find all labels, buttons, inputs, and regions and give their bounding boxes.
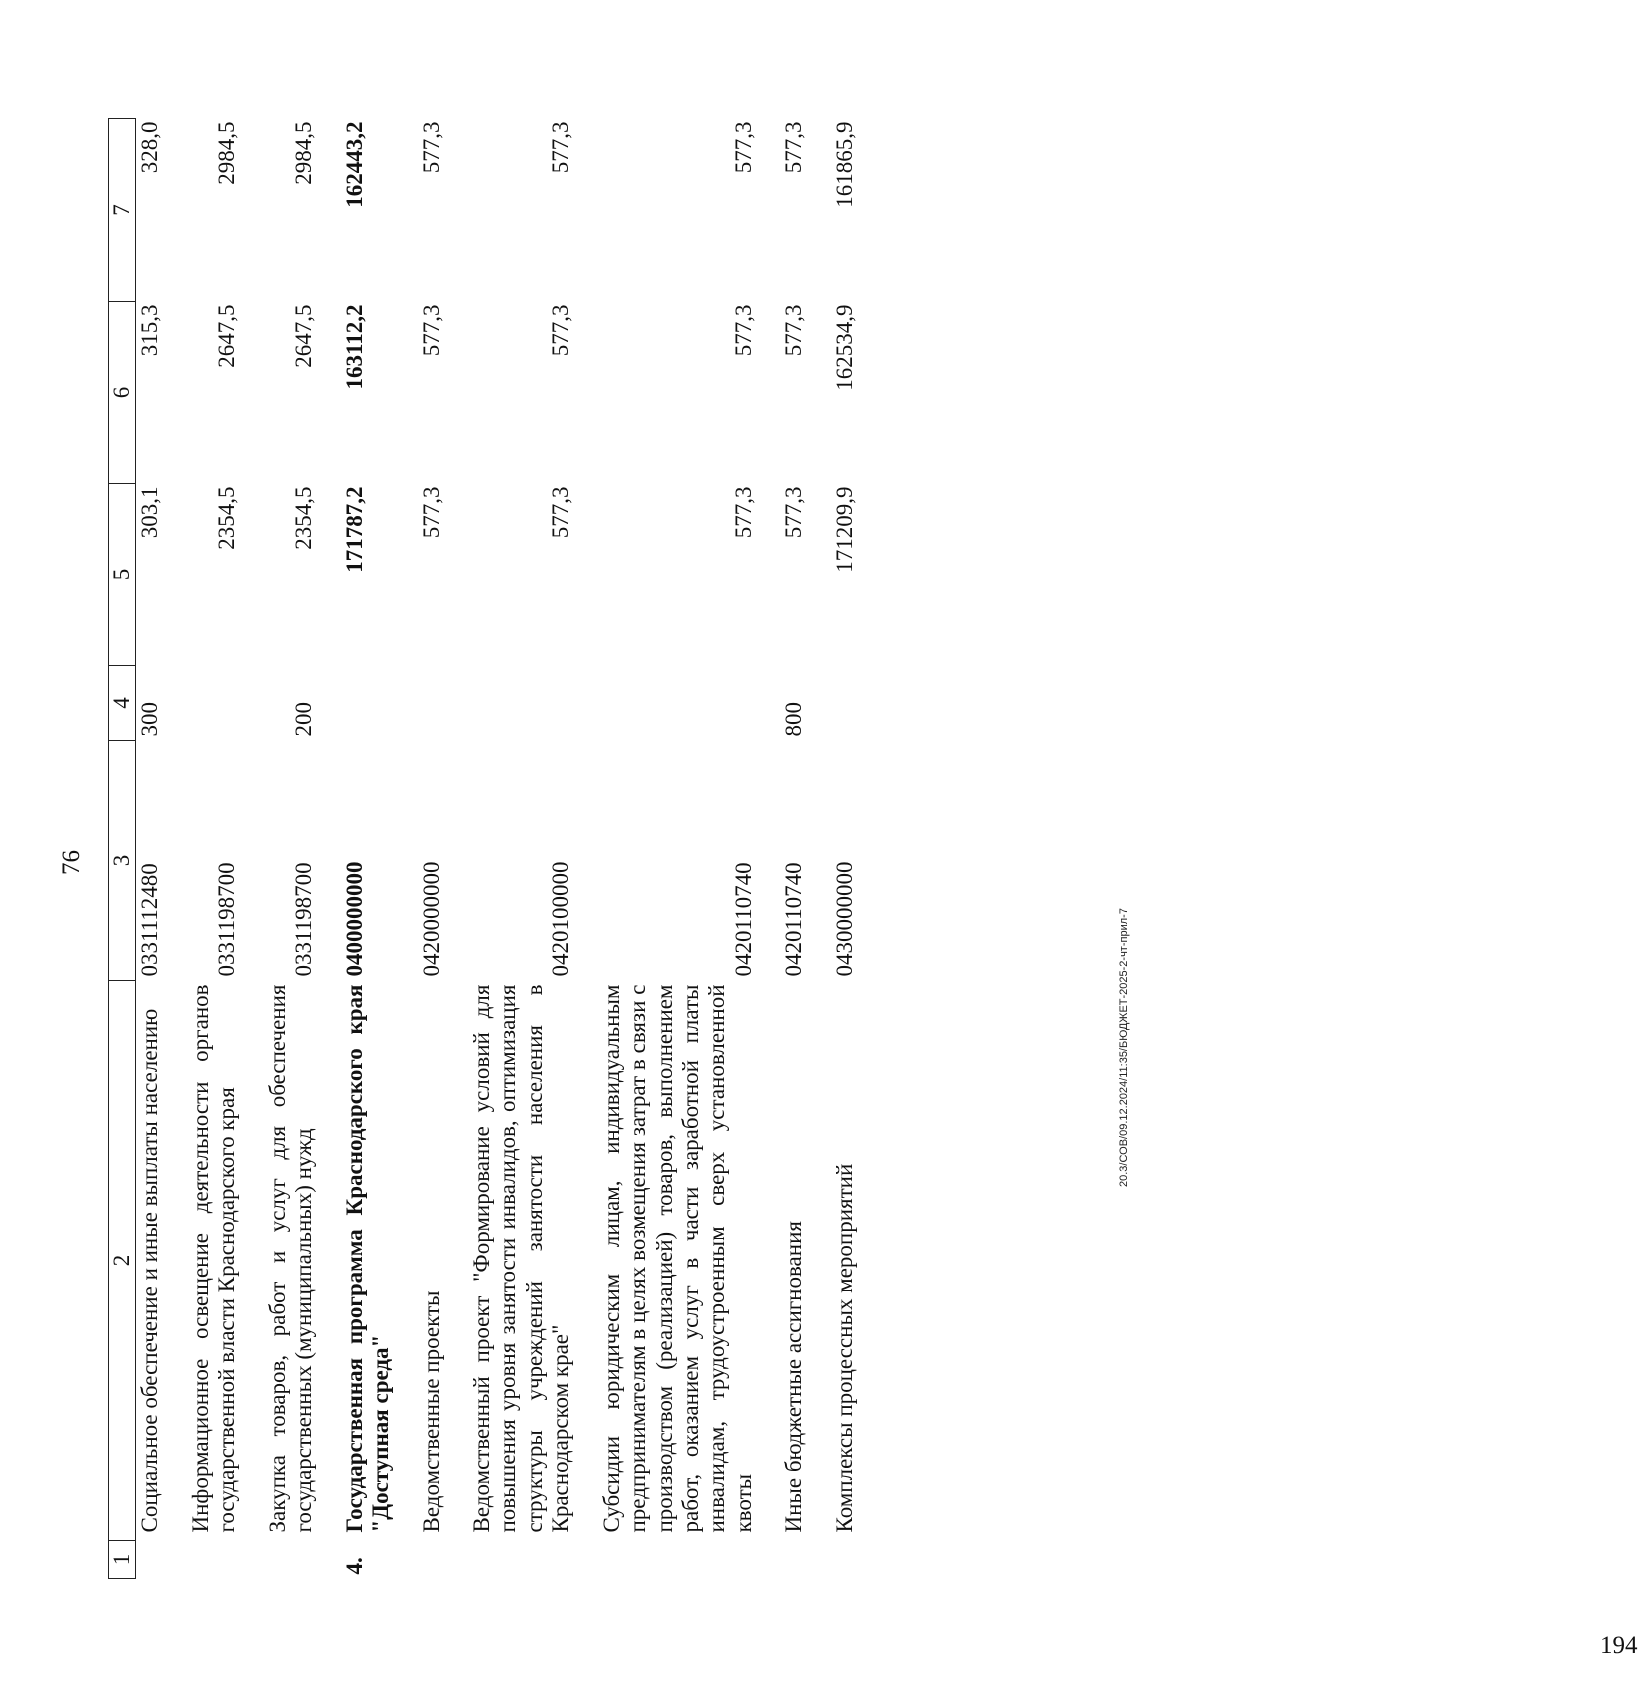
row-number xyxy=(832,1541,882,1579)
header-col-1: 1 xyxy=(109,1541,136,1579)
row-value-col7: 2984,5 xyxy=(291,121,317,185)
row-code: 0331198700 xyxy=(291,862,317,977)
row-name: Иные бюджетные ассигнования xyxy=(781,1221,807,1533)
row-number xyxy=(265,1541,342,1579)
table-row xyxy=(188,119,265,1579)
row-value-col5: 171787,2 xyxy=(341,486,367,573)
row-number xyxy=(136,1541,188,1579)
row-value-col7: 161865,9 xyxy=(831,121,857,208)
row-code: 0420000000 xyxy=(418,861,444,977)
row-value-col6: 2647,5 xyxy=(214,304,240,368)
column-number-header xyxy=(109,119,136,1579)
row-name: Социальное обеспечение и иные выплаты населению xyxy=(137,1008,163,1533)
header-col-6: 6 xyxy=(109,302,136,484)
document-stamp: 20.3/СОВ/09.12.2024/11:35/БЮДЖЕТ-2025-2-чт-прил-7 xyxy=(1118,908,1130,1187)
table-row xyxy=(419,119,469,1579)
row-name: Ведомственный проект "Формирование условий для повышения уровня занятости инвалидов, оптимизация структуры учреждений занятости населения в Краснодарском крае" xyxy=(468,984,574,1533)
row-value-col7: 577,3 xyxy=(548,121,574,174)
row-code: 0430000000 xyxy=(831,861,857,977)
row-number xyxy=(781,1541,831,1579)
row-value-col6: 162534,9 xyxy=(831,304,857,391)
row-name: Государственная программа Краснодарского края "Доступная среда" xyxy=(341,984,394,1533)
row-value-col6: 577,3 xyxy=(418,304,444,357)
row-expense-type xyxy=(469,666,599,741)
row-value-col5: 303,1 xyxy=(137,486,163,539)
row-expense-type xyxy=(832,666,882,741)
header-col-5: 5 xyxy=(109,484,136,666)
header-col-2: 2 xyxy=(109,981,136,1541)
table-row xyxy=(469,119,599,1579)
row-value-col7: 577,3 xyxy=(730,121,756,174)
row-number xyxy=(188,1541,265,1579)
row-value-col6: 577,3 xyxy=(730,304,756,357)
row-expense-type: 200 xyxy=(291,702,317,737)
row-value-col5: 577,3 xyxy=(730,486,756,539)
row-code: 0420100000 xyxy=(548,861,574,977)
table-row-program xyxy=(342,119,419,1579)
row-value-col6: 2647,5 xyxy=(291,304,317,368)
row-value-col6: 577,3 xyxy=(781,304,807,357)
row-code: 0331198700 xyxy=(214,862,240,977)
row-value-col7: 2984,5 xyxy=(214,121,240,185)
row-name: Субсидии юридическим лицам, индивидуальным предпринимателям в целях возмещения затрат в связи с производством (реализацией) товаров, выполнением работ, оказанием услуг в части заработной платы инвалидам, трудоустроенным сверх установленной квоты xyxy=(598,984,756,1533)
row-number xyxy=(469,1541,599,1579)
budget-table xyxy=(108,118,882,1579)
table-row xyxy=(832,119,882,1579)
row-number xyxy=(419,1541,469,1579)
row-value-col5: 2354,5 xyxy=(291,486,317,550)
row-name: Информационное освещение деятельности органов государственной власти Краснодарского края xyxy=(187,984,240,1533)
table-row xyxy=(265,119,342,1579)
row-value-col6: 577,3 xyxy=(548,304,574,357)
row-value-col7: 577,3 xyxy=(418,121,444,174)
page-number: 76 xyxy=(58,850,85,875)
row-value-col5: 171209,9 xyxy=(831,486,857,573)
header-col-7: 7 xyxy=(109,119,136,302)
row-value-col5: 577,3 xyxy=(781,486,807,539)
header-col-4: 4 xyxy=(109,666,136,741)
row-value-col7: 577,3 xyxy=(781,121,807,174)
row-value-col7: 328,0 xyxy=(137,121,163,174)
row-code: 0331112480 xyxy=(137,863,163,977)
row-value-col5: 577,3 xyxy=(418,486,444,539)
row-code: 0420110740 xyxy=(730,862,756,977)
row-expense-type: 300 xyxy=(137,702,163,737)
row-name: Закупка товаров, работ и услуг для обеспечения государственных (муниципальных) нужд xyxy=(264,984,317,1533)
row-number xyxy=(599,1541,782,1579)
sheet-number: 194 xyxy=(1600,1632,1638,1659)
row-value-col6: 163112,2 xyxy=(341,304,367,390)
row-value-col7: 162443,2 xyxy=(341,121,367,208)
row-value-col6: 315,3 xyxy=(137,304,163,357)
row-value-col5: 577,3 xyxy=(548,486,574,539)
row-name: Комплексы процессных мероприятий xyxy=(831,1163,857,1533)
row-expense-type: 800 xyxy=(781,702,807,737)
table-row xyxy=(136,119,188,1579)
table-row xyxy=(599,119,782,1579)
row-expense-type xyxy=(419,666,469,741)
row-expense-type xyxy=(188,666,265,741)
table-row xyxy=(781,119,831,1579)
row-expense-type xyxy=(342,666,419,741)
row-name: Ведомственные проекты xyxy=(418,1290,444,1533)
row-number: 4. xyxy=(341,1557,367,1575)
row-code: 0420110740 xyxy=(781,862,807,977)
row-code: 0400000000 xyxy=(341,861,367,977)
row-value-col5: 2354,5 xyxy=(214,486,240,550)
header-col-3: 3 xyxy=(109,741,136,981)
row-expense-type xyxy=(599,666,782,741)
